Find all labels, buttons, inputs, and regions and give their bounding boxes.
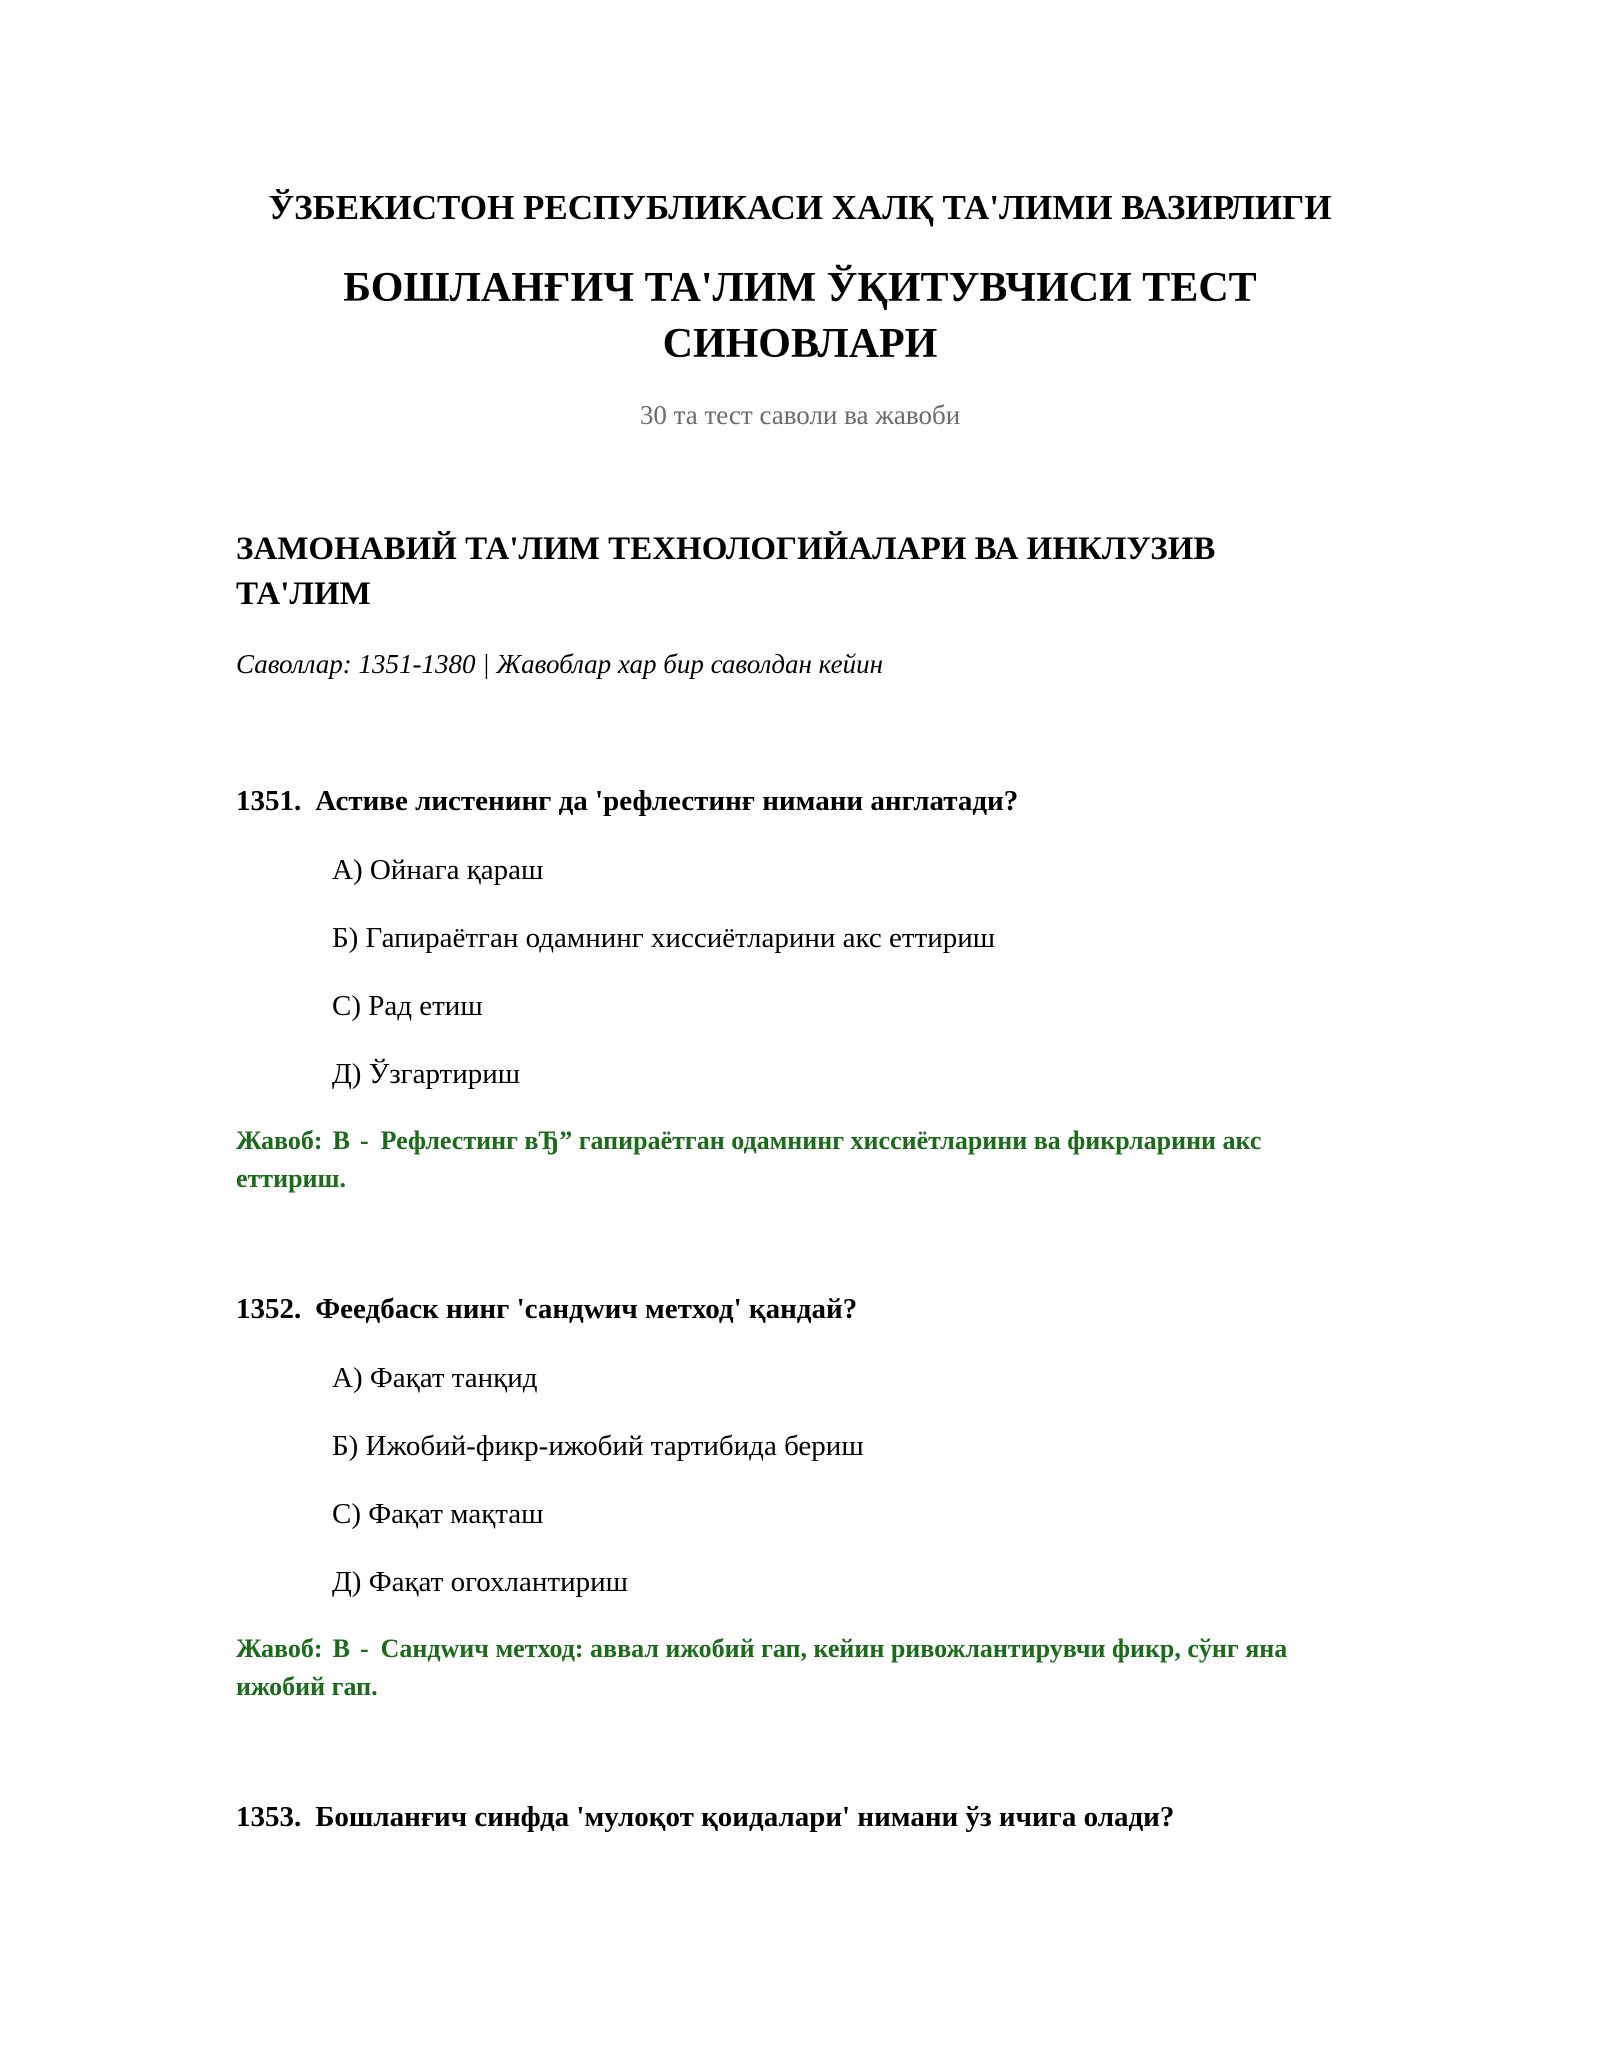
question-number: 1351. — [236, 785, 302, 817]
answer-dash: - — [359, 1634, 369, 1663]
question-number: 1353. — [236, 1801, 302, 1833]
answer-dash: - — [359, 1126, 369, 1155]
question-1351 — [236, 782, 1366, 1198]
question-prompt: Бошланғич синфда 'мулоқот қоидалари' нимани ўз ичига олади? — [315, 1801, 1175, 1833]
answer-letter: В — [332, 1126, 350, 1155]
answer-explanation: Рефлестинг вЂ” гапираётган одамнинг хиссиётларини ва фикрларини акс еттириш. — [236, 1126, 1262, 1193]
section-title: ЗАМОНАВИЙ ТА'ЛИМ ТЕХНОЛОГИЙАЛАРИ ВА ИНКЛУЗИВ ТА'ЛИМ — [236, 531, 1216, 612]
section-meta: Саволлар: 1351-1380 | Жавоблар хар бир саволдан кейин — [236, 649, 884, 679]
question-text — [236, 1798, 1366, 1836]
options-list — [236, 1359, 1366, 1601]
document-subtitle: 30 та тест саволи ва жавоби — [639, 400, 961, 430]
option-b: Б) Ижобий-фикр-ижобий тартибида бериш — [332, 1430, 864, 1462]
answer-label: Жавоб: — [236, 1634, 323, 1663]
answer-label: Жавоб: — [236, 1126, 323, 1155]
document-title: БОШЛАНҒИЧ ТА'ЛИМ ЎҚИТУВЧИСИ ТЕСТ СИНОВЛАРИ — [343, 265, 1257, 367]
question-1352 — [236, 1290, 1366, 1706]
question-prompt: Астиве листенинг да 'рефлестинғ нимани англатади? — [315, 785, 1019, 817]
option-b: Б) Гапираётган одамнинг хиссиётларини акс еттириш — [332, 922, 996, 954]
option-a: А) Ойнага қараш — [332, 854, 544, 886]
answer-letter: В — [332, 1634, 350, 1663]
option-d: Д) Ўзгартириш — [332, 1058, 521, 1090]
ministry-heading: ЎЗБЕКИСТОН РЕСПУБЛИКАСИ ХАЛҚ ТА'ЛИМИ ВАЗИРЛИГИ — [268, 188, 1332, 227]
option-a: А) Фақат танқид — [332, 1362, 538, 1394]
question-text — [236, 782, 1366, 820]
answer — [236, 1122, 1356, 1198]
question-text — [236, 1290, 1366, 1328]
option-c: С) Рад етиш — [332, 990, 483, 1022]
question-1353 — [236, 1798, 1366, 1836]
option-c: С) Фақат мақташ — [332, 1498, 544, 1530]
answer — [236, 1630, 1356, 1706]
question-prompt: Феедбаск нинг 'сандwич метход' қандай? — [315, 1293, 858, 1325]
options-list — [236, 851, 1366, 1093]
option-d: Д) Фақат огохлантириш — [332, 1566, 628, 1598]
answer-explanation: Сандwич метход: аввал ижобий гап, кейин ривожлантирувчи фикр, сўнг яна ижобий гап. — [236, 1634, 1288, 1701]
question-number: 1352. — [236, 1293, 302, 1325]
